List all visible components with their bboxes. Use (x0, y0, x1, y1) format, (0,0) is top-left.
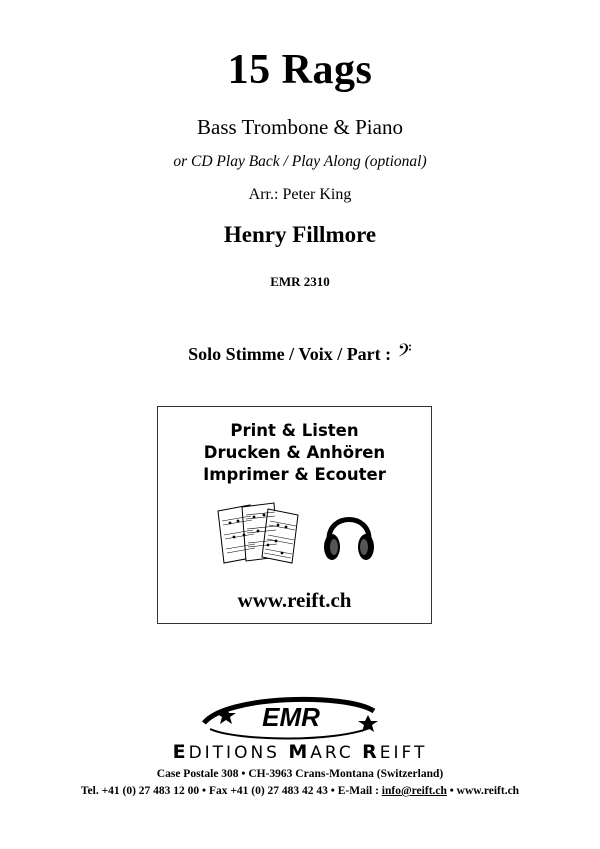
contact-phone-fax: Tel. +41 (0) 27 483 12 00 • Fax +41 (0) 27 483 42 43 • E-Mail : (80, 785, 382, 797)
contact-email-link[interactable]: info@reift.ch (381, 785, 447, 797)
part-line (0, 340, 600, 366)
bass-clef-icon: 𝄢 (397, 340, 412, 365)
headphones-icon (321, 505, 377, 565)
promo-website-url[interactable]: www.reift.ch (237, 588, 352, 612)
promo-line-english: Print & Listen (230, 421, 359, 440)
promo-line-german: Drucken & Anhören (203, 443, 386, 462)
publisher-name-arc: ARC (310, 743, 363, 763)
publisher-name-r: R (362, 741, 380, 763)
print-listen-box (157, 406, 432, 624)
publisher-name-e: E (172, 741, 189, 763)
publisher-name-m: M (288, 741, 311, 763)
sheet-music-icon (216, 501, 304, 565)
part-label: Solo Stimme / Voix / Part : (188, 344, 392, 364)
arranger: Arr.: Peter King (248, 186, 352, 203)
promo-line-french: Imprimer & Ecouter (203, 465, 386, 484)
publisher-name-eift: EIFT (379, 743, 428, 763)
composer: Henry Fillmore (223, 222, 377, 247)
publisher-name-ditions: DITIONS (188, 743, 289, 763)
publisher-contact (0, 785, 600, 797)
emr-logo-text: EMR (262, 702, 320, 732)
playback-note: or CD Play Back / Play Along (optional) (173, 153, 427, 170)
cover-title: 15 Rags (227, 47, 373, 93)
emr-logo (196, 693, 386, 743)
instrumentation: Bass Trombone & Piano (197, 115, 403, 139)
contact-website[interactable]: • www.reift.ch (446, 785, 520, 797)
catalog-number: EMR 2310 (270, 274, 330, 289)
publisher-name (0, 741, 600, 763)
publisher-address: Case Postale 308 • CH-3963 Crans-Montana (Switzerland) (156, 768, 444, 780)
